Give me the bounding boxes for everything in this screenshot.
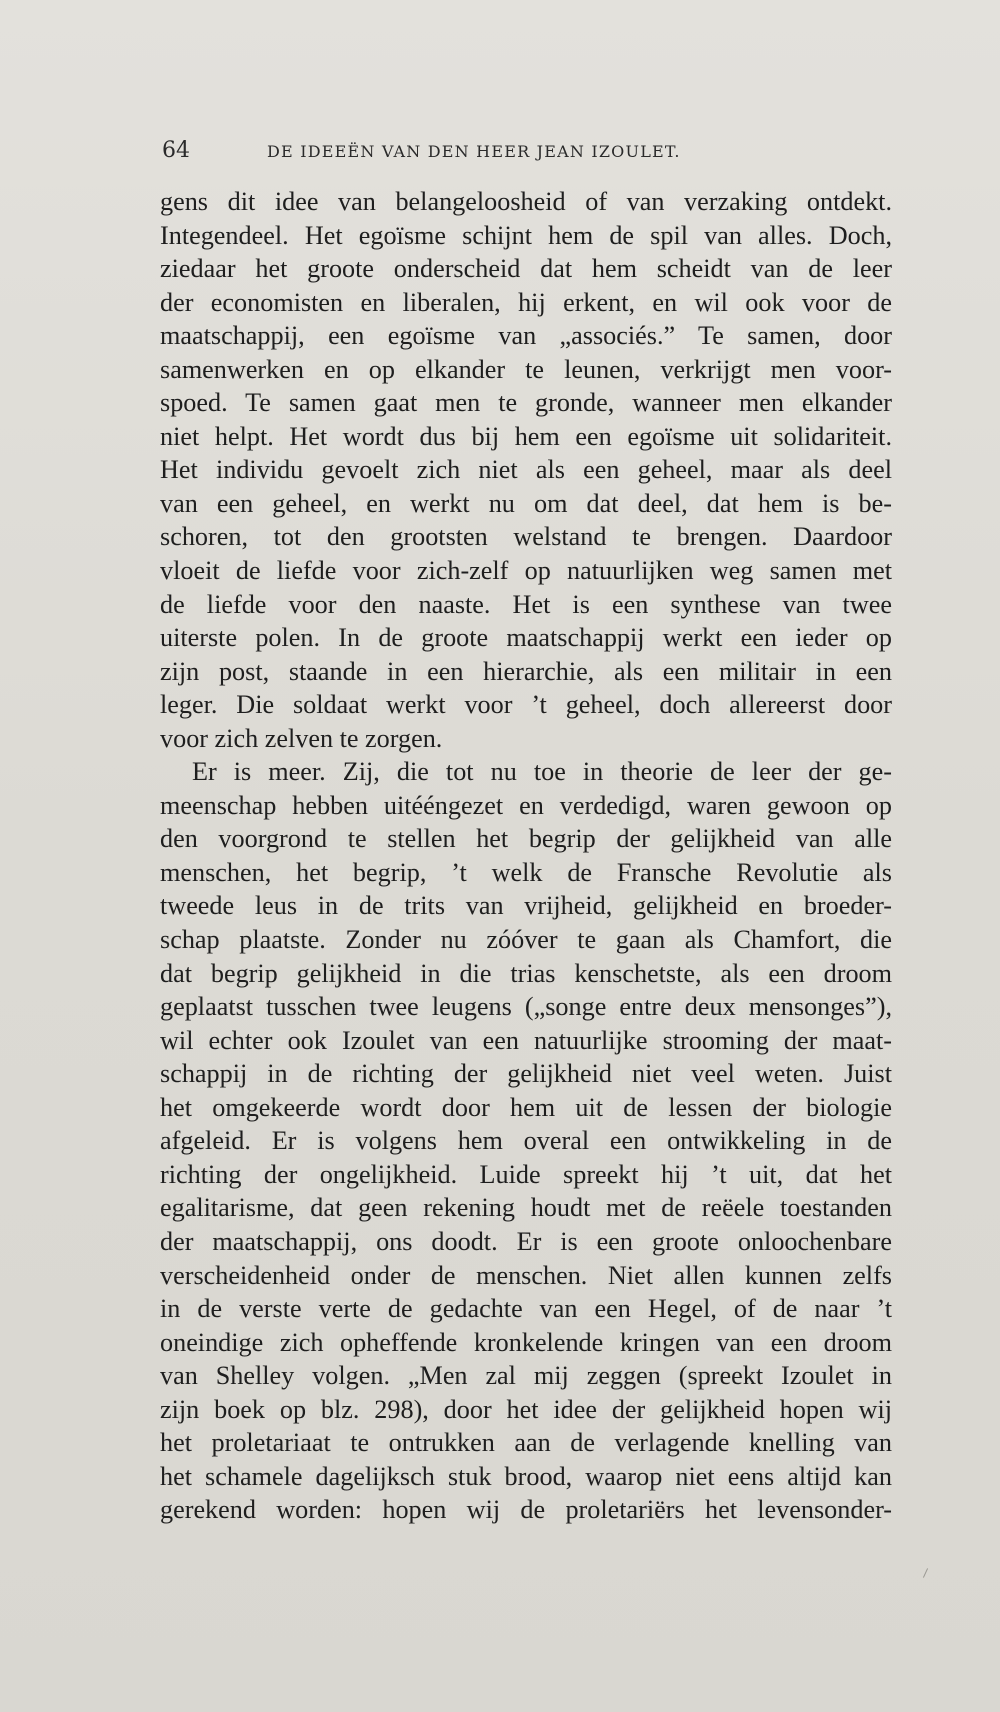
- text-line: vloeit de liefde voor zich-zelf op natuurlijken weg samen met: [160, 556, 892, 586]
- text-line: samenwerken en op elkander te leunen, verkrijgt men voor-: [160, 354, 892, 384]
- text-line: niet helpt. Het wordt dus bij hem een egoïsme uit solidariteit.: [160, 421, 892, 451]
- text-line: ziedaar het groote onderscheid dat hem scheidt van de leer: [160, 254, 892, 284]
- text-line: menschen, het begrip, ’t welk de Fransche Revolutie als: [160, 857, 892, 887]
- text-line: der maatschappij, ons doodt. Er is een groote onloochenbare: [160, 1226, 892, 1256]
- text-line: maatschappij, een egoïsme van „associés.” Te samen, door: [160, 321, 892, 351]
- paper-speck: [923, 1568, 928, 1577]
- text-line: de liefde voor den naaste. Het is een synthese van twee: [160, 589, 892, 619]
- page-header: [162, 138, 762, 170]
- text-line: tweede leus in de trits van vrijheid, gelijkheid en broeder-: [160, 891, 892, 921]
- text-line: zijn boek op blz. 298), door het idee der gelijkheid hopen wij: [160, 1394, 892, 1424]
- text-line: schoren, tot den grootsten welstand te brengen. Daardoor: [160, 522, 892, 552]
- text-line: wil echter ook Izoulet van een natuurlijke strooming der maat-: [160, 1025, 892, 1055]
- text-line: uiterste polen. In de groote maatschappij werkt een ieder op: [160, 623, 892, 653]
- text-line: van een geheel, en werkt nu om dat deel, dat hem is be-: [160, 488, 892, 518]
- text-line: richting der ongelijkheid. Luide spreekt hij ’t uit, dat het: [160, 1159, 892, 1189]
- text-line: spoed. Te samen gaat men te gronde, wanneer men elkander: [160, 388, 892, 418]
- running-head: DE IDEEËN VAN DEN HEER JEAN IZOULET.: [267, 142, 681, 161]
- text-line: in de verste verte de gedachte van een Hegel, of de naar ’t: [160, 1294, 892, 1324]
- text-line: schappij in de richting der gelijkheid niet veel weten. Juist: [160, 1059, 892, 1089]
- text-line: verscheidenheid onder de menschen. Niet allen kunnen zelfs: [160, 1260, 892, 1290]
- text-line: voor zich zelven te zorgen.: [160, 723, 443, 753]
- page-number: 64: [162, 138, 190, 163]
- text-line: afgeleid. Er is volgens hem overal een ontwikkeling in de: [160, 1126, 892, 1156]
- text-line: gerekend worden: hopen wij de proletariërs het levensonder-: [160, 1495, 892, 1525]
- text-line: geplaatst tusschen twee leugens („songe entre deux mensonges”),: [160, 992, 892, 1022]
- text-line: meenschap hebben uitééngezet en verdedigd, waren gewoon op: [160, 790, 892, 820]
- text-line: het omgekeerde wordt door hem uit de lessen der biologie: [160, 1092, 892, 1122]
- text-line: schap plaatste. Zonder nu zóóver te gaan als Chamfort, die: [160, 925, 892, 955]
- text-line: van Shelley volgen. „Men zal mij zeggen (spreekt Izoulet in: [160, 1361, 892, 1391]
- text-line: Het individu gevoelt zich niet als een geheel, maar als deel: [160, 455, 892, 485]
- text-line: Integendeel. Het egoïsme schijnt hem de spil van alles. Doch,: [160, 220, 892, 250]
- text-line: het schamele dagelijksch stuk brood, waarop niet eens altijd kan: [160, 1461, 892, 1491]
- text-line: leger. Die soldaat werkt voor ’t geheel, doch allereerst door: [160, 690, 892, 720]
- text-line: egalitarisme, dat geen rekening houdt met de reëele toestanden: [160, 1193, 892, 1223]
- text-line: den voorgrond te stellen het begrip der gelijkheid van alle: [160, 824, 892, 854]
- body-text: [160, 185, 892, 1527]
- text-line: oneindige zich opheffende kronkelende kringen van een droom: [160, 1327, 892, 1357]
- text-line: zijn post, staande in een hierarchie, als een militair in een: [160, 656, 892, 686]
- text-line: gens dit idee van belangeloosheid of van verzaking ontdekt.: [160, 187, 892, 216]
- text-line: dat begrip gelijkheid in die trias kenschetste, als een droom: [160, 958, 892, 988]
- text-line: der economisten en liberalen, hij erkent, en wil ook voor de: [160, 287, 892, 317]
- text-line: Er is meer. Zij, die tot nu toe in theorie de leer der ge-: [192, 757, 892, 787]
- text-line: het proletariaat te ontrukken aan de verlagende knelling van: [160, 1428, 892, 1458]
